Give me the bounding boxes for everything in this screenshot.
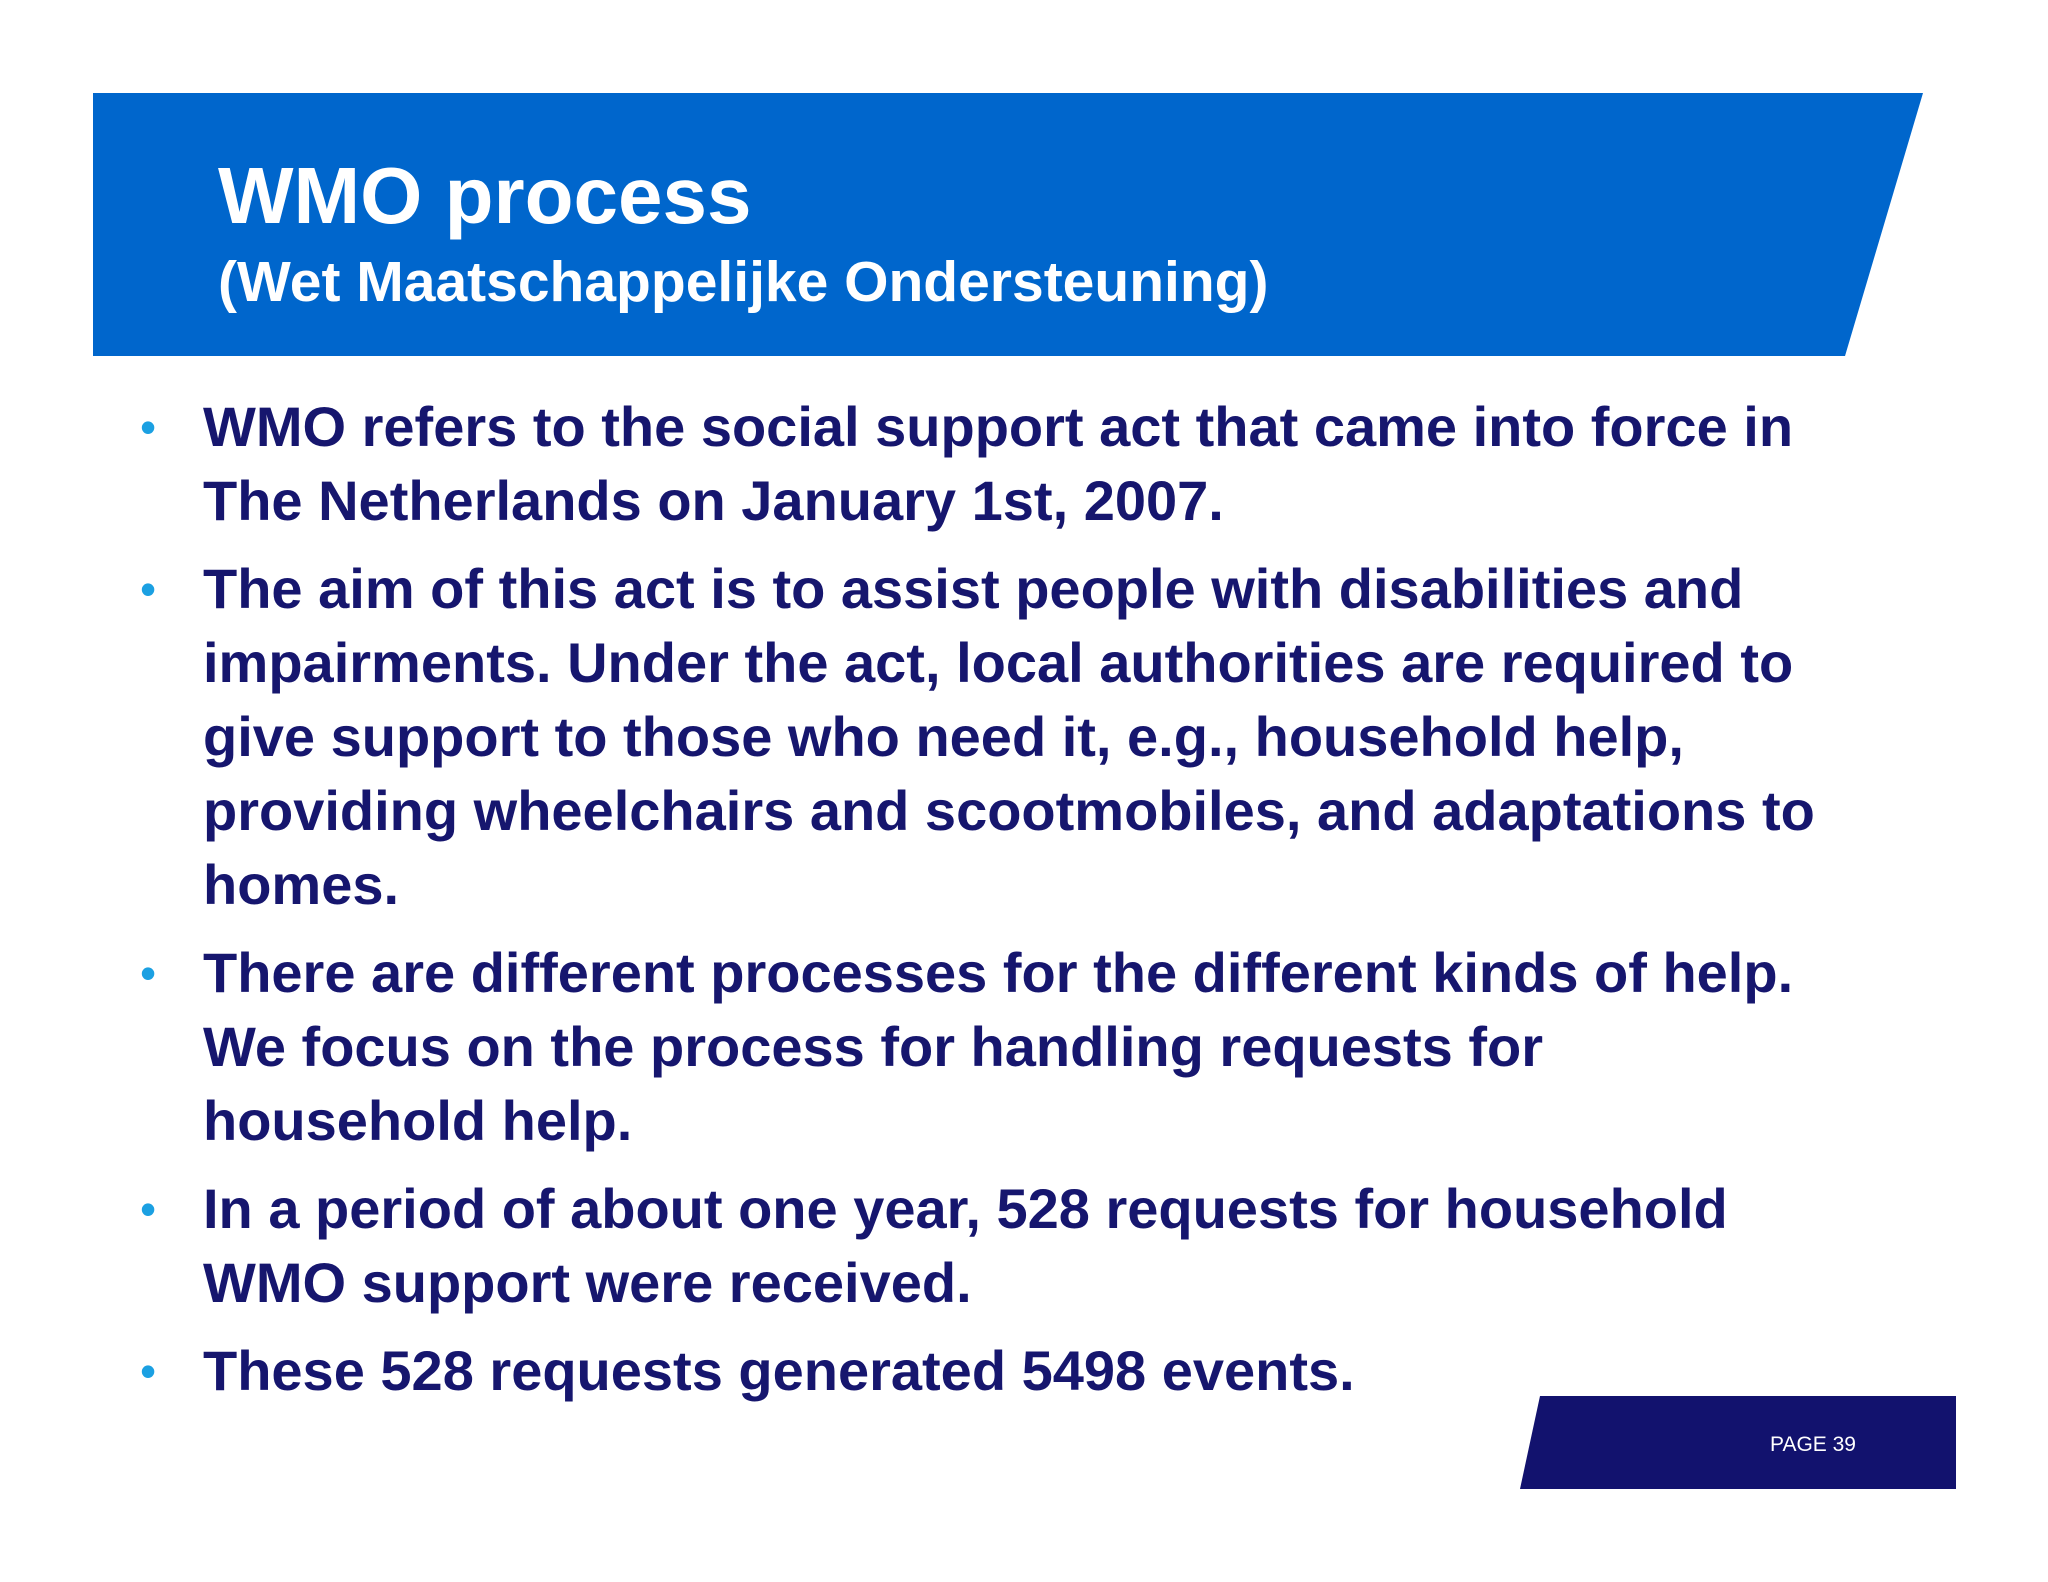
bullet-item	[140, 390, 1840, 538]
page-number: PAGE 39	[1770, 1433, 1856, 1456]
bullet-marker: •	[140, 1345, 157, 1397]
bullet-item	[140, 552, 1840, 922]
bullet-marker: •	[140, 1183, 157, 1235]
bullet-text: The aim of this act is to assist people with disabilities and impairments. Under the act, local authorities are required to give support to those who need it, e.g., household help, providing wheelchairs and scootmobiles, and adaptations to homes.	[203, 557, 1815, 916]
bullet-marker: •	[140, 401, 157, 453]
bullet-marker: •	[140, 947, 157, 999]
bullet-item	[140, 936, 1840, 1158]
page-footer-shape	[1520, 1396, 1956, 1489]
bullet-item	[140, 1172, 1840, 1320]
bullet-text: In a period of about one year, 528 requests for household WMO support were received.	[203, 1177, 1728, 1314]
page-footer-banner	[1520, 1396, 1956, 1489]
slide-subtitle: (Wet Maatschappelijke Ondersteuning)	[218, 250, 1269, 314]
bullet-marker: •	[140, 563, 157, 615]
bullet-text: WMO refers to the social support act that came into force in The Netherlands on January 1st, 2007.	[203, 395, 1794, 532]
bullet-text: These 528 requests generated 5498 events.	[203, 1339, 1355, 1402]
bullet-text: There are different processes for the different kinds of help. We focus on the process for handling requests for household help.	[203, 941, 1794, 1152]
slide-title: WMO process	[218, 151, 752, 240]
bullet-list	[140, 390, 1840, 1422]
